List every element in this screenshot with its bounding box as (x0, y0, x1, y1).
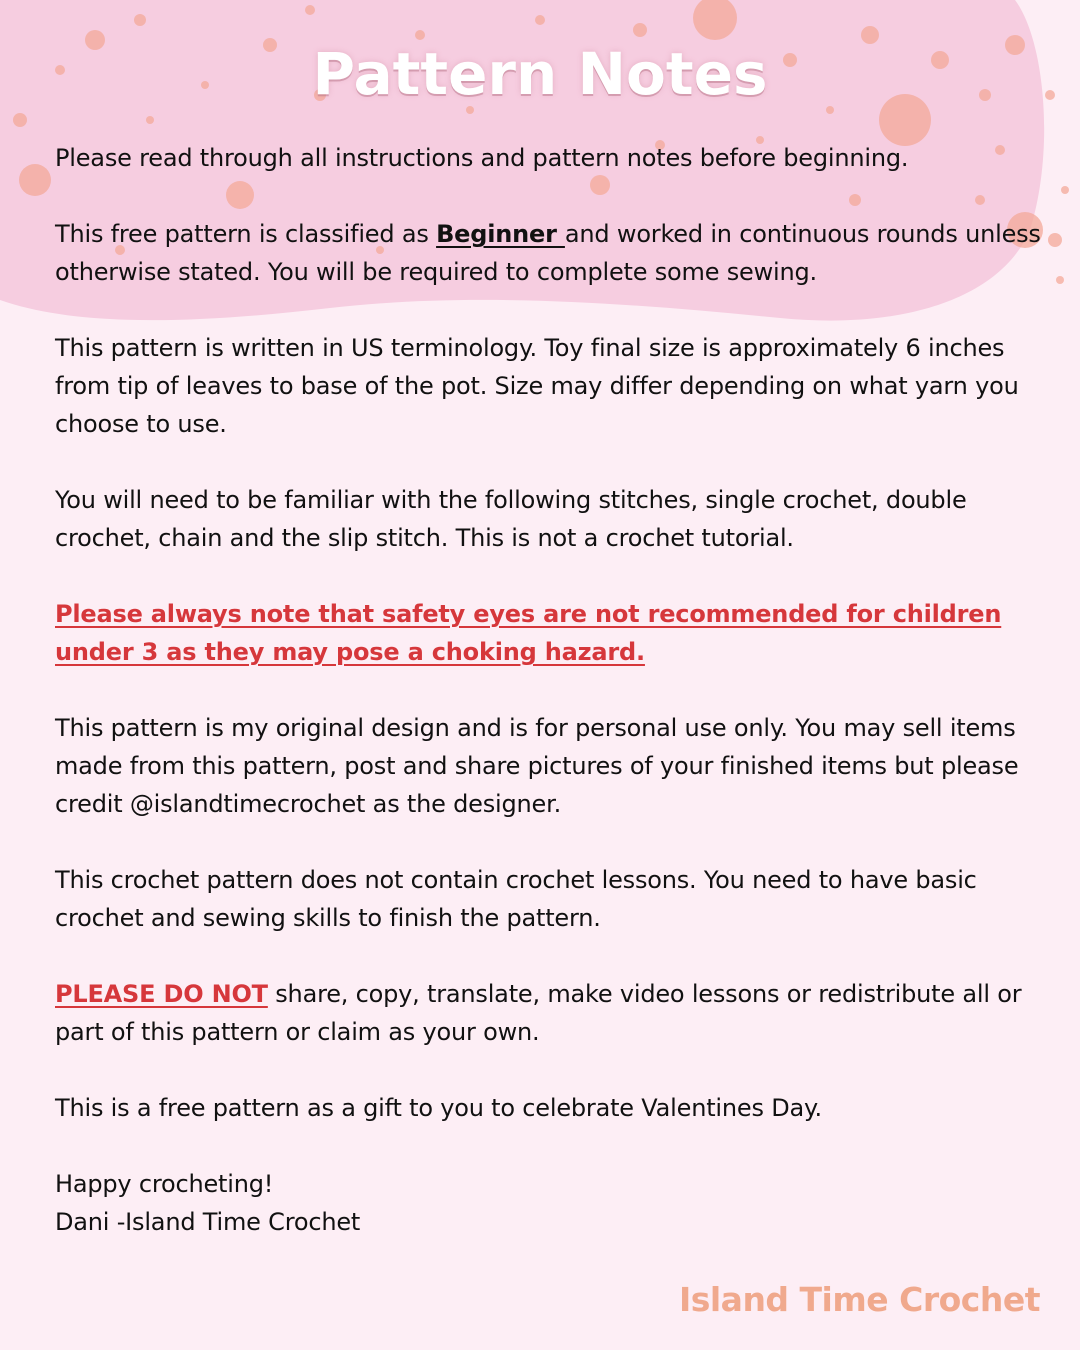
terminology-paragraph: This pattern is written in US terminology. Toy final size is approximately 6 inches from tip of leaves to base of the pot. Size may differ depending on what yarn you choose to use. (55, 334, 1019, 438)
brand-logo-text: Island Time Crochet (678, 1280, 1040, 1319)
restriction-text: share, copy, translate, make video lessons or redistribute all or part of this pattern or claim as your own. (55, 980, 1022, 1046)
intro-paragraph: Please read through all instructions and pattern notes before beginning. (55, 144, 909, 172)
gift-paragraph: This is a free pattern as a gift to you to celebrate Valentines Day. (55, 1094, 822, 1122)
classification-text-after: and worked in continuous rounds unless otherwise stated. You will be required to complete some sewing. (55, 220, 1041, 286)
classification-paragraph (55, 215, 1045, 291)
safety-warning: Please always note that safety eyes are not recommended for children under 3 as they may pose a choking hazard. (55, 600, 1002, 666)
skills-paragraph: This crochet pattern does not contain crochet lessons. You need to have basic crochet and sewing skills to finish the pattern. (55, 866, 977, 932)
restriction-paragraph (55, 975, 1045, 1051)
page-title: Pattern Notes (312, 40, 768, 108)
classification-text-before: This free pattern is classified as (55, 220, 437, 248)
signoff (55, 1165, 1045, 1241)
signoff-signature: Dani -Island Time Crochet (55, 1208, 361, 1236)
difficulty-level: Beginner (436, 220, 565, 248)
signoff-greeting: Happy crocheting! (55, 1170, 274, 1198)
restriction-emphasis: PLEASE DO NOT (55, 980, 268, 1008)
pattern-notes-body (55, 139, 1045, 1241)
stitches-paragraph: You will need to be familiar with the following stitches, single crochet, double crochet, chain and the slip stitch. This is not a crochet tutorial. (55, 486, 967, 552)
copyright-paragraph: This pattern is my original design and is for personal use only. You may sell items made from this pattern, post and share pictures of your finished items but please credit @islandtimecrochet as the designer. (55, 714, 1019, 818)
